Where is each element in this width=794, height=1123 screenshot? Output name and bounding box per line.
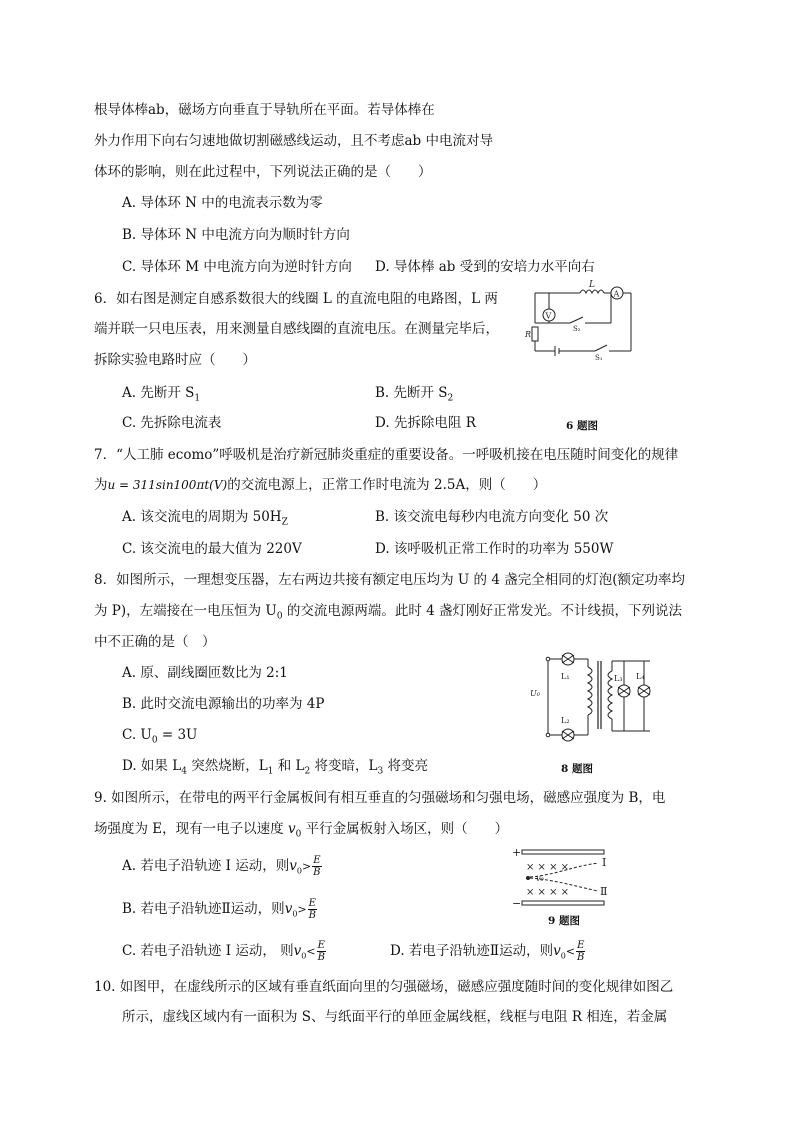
q8-label-l1: L₁ (561, 672, 570, 681)
q8-stem-line: 为 P)，左端接在一电压恒为 $U_0$ 的交流电源两端。此时 4 盏灯刚好正常发光。不计线损，下列说法 (94, 603, 683, 622)
q6-label-l: L (589, 280, 595, 290)
q5-option-a: A. 导体环 N 中的电流表示数为零 (122, 195, 323, 211)
q7-stem-line: 7．“人工肺 ecomo”呼吸机是治疗新冠肺炎重症的重要设备。一呼吸机接在电压随时间变化的规律 (94, 447, 679, 463)
q6-figure-caption: 6 题图 (566, 420, 598, 432)
q7-option-c: C. 该交流电的最大值为 220V (122, 541, 302, 557)
q8-label-u0: U₀ (530, 689, 540, 698)
q5-option-c: C. 导体环 M 中电流方向为逆时针方向 (122, 259, 352, 275)
q7-stem-line: 为u = 311sin100πt(V)的交流电源上，正常工作时电流为 2.5A，则（ ） (94, 477, 547, 493)
text-line: 根导体棒ab，磁场方向垂直于导轨所在平面。若导体棒在 (94, 102, 435, 118)
q9-option-a: A. 若电子沿轨迹 I 运动，则$v_0>$ $\frac{E}{B}$ (122, 855, 321, 878)
q8-stem-line: 8．如图所示，一理想变压器，左右两边共接有额定电压均为 U 的 4 盏完全相同的灯泡(额定功率均 (94, 572, 685, 588)
q9-label-track-i: I (602, 856, 607, 869)
text-line: 体环的影响，则在此过程中，下列说法正确的是（ ） (94, 164, 432, 180)
q9-stem-line: 场强度为 E，现有一电子以速度 $v_0$ 平行金属板射入场区，则（ ） (94, 821, 509, 840)
q9-field-diagram (510, 845, 625, 910)
q6-label-s2: S₂ (573, 325, 581, 333)
q6-label-voltmeter: V (545, 311, 552, 321)
q8-option-a: A. 原、副线圈匝数比为 2:1 (122, 665, 288, 681)
q8-label-l2: L₂ (561, 716, 570, 725)
q8-option-b: B. 此时交流电源输出的功率为 4P (122, 696, 325, 712)
q9-label-plus: + (512, 846, 522, 859)
q6-circuit-diagram (525, 280, 635, 362)
q9-label-track-ii: Ⅱ (600, 885, 608, 898)
q9-label-v0: v₀ (536, 874, 544, 883)
q8-transformer-diagram (528, 651, 656, 741)
q9-option-d: D. 若电子沿轨迹Ⅱ运动，则$v_0<$ $\frac{E}{B}$ (390, 940, 585, 963)
q6-label-s1: S₁ (595, 354, 603, 362)
q6-option-b: B. 先断开 $S_2$ (375, 385, 454, 404)
q9-field-row: × × × × (526, 887, 570, 898)
q5-option-d: D. 导体棒 ab 受到的安培力水平向右 (375, 259, 595, 275)
q6-option-d: D. 先拆除电阻 R (375, 415, 476, 431)
q8-label-l4: L₄ (636, 672, 645, 681)
q7-option-b: B. 该交流电每秒内电流方向变化 50 次 (375, 509, 609, 525)
q9-stem-line: 9. 如图所示，在带电的两平行金属板间有相互垂直的匀强磁场和匀强电场，磁感应强度为 B，电 (94, 790, 666, 806)
text-line: 外力作用下向右匀速地做切割磁感线运动，且不考虑ab 中电流对导 (94, 133, 493, 149)
q7-formula: u = 311sin100πt(V) (107, 478, 228, 492)
q7-option-d: D. 该呼吸机正常工作时的功率为 550W (375, 541, 614, 557)
q6-label-ammeter: A (613, 289, 620, 299)
q6-stem-line: 拆除实验电路时应（ ） (94, 352, 256, 368)
q6-option-c: C. 先拆除电流表 (122, 415, 222, 431)
q10-stem-line: 10. 如图甲，在虚线所示的区域有垂直纸面向里的匀强磁场，磁感应强度随时间的变化规律如图乙 (94, 979, 674, 995)
q8-label-l3: L₃ (614, 674, 623, 683)
q8-option-d: D. 如果 $L_4$ 突然烧断，$L_1$ 和 $L_2$ 将变暗，$L_3$ 将变亮 (122, 758, 429, 777)
q9-label-minus: − (512, 897, 522, 910)
q8-stem-line: 中不正确的是（ ） (94, 634, 216, 650)
q9-figure-caption: 9 题图 (548, 915, 580, 927)
q6-option-a: A. 先断开 $S_1$ (122, 385, 201, 404)
q5-option-b: B. 导体环 N 中电流方向为顺时针方向 (122, 227, 350, 243)
q8-option-c: C. $U_0 = 3U$ (122, 727, 198, 746)
q9-option-b: B. 若电子沿轨迹Ⅱ运动，则$v_0>$ $\frac{E}{B}$ (122, 898, 316, 921)
q6-stem-line: 端并联一只电压表，用来测量自感线圈的直流电压。在测量完毕后， (94, 321, 499, 337)
q10-stem-line: 所示，虚线区域内有一面积为 S、与纸面平行的单匝金属线框，线框与电阻 R 相连，若金属 (122, 1009, 668, 1025)
q8-figure-caption: 8 题图 (561, 763, 593, 775)
q6-stem-line: 6．如右图是测定自感系数很大的线圈 L 的直流电阻的电路图，L 两 (94, 291, 498, 307)
q6-label-r: R (525, 330, 532, 339)
q9-field-row: × × × × (526, 862, 570, 873)
q9-option-c: C. 若电子沿轨迹 I 运动， 则$v_0<$ $\frac{E}{B}$ (122, 940, 325, 963)
q7-option-a: A. 该交流电的周期为 $50H_Z$ (122, 509, 288, 528)
